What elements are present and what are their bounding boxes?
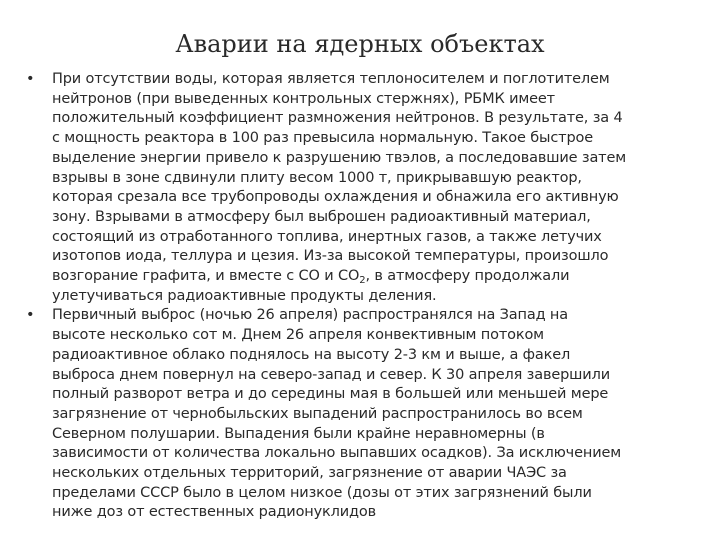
text-line: Первичный выброс (ночью 26 апреля) распространялся на Запад на: [52, 307, 568, 324]
text-line: нескольких отдельных территорий, загрязнение от аварии ЧАЭС за: [52, 465, 567, 482]
text-before-subscript: возгорание графита, и вместе с СО и СО: [52, 268, 360, 285]
text-line: высоте несколько сот м. Днем 26 апреля конвективным потоком: [52, 327, 544, 344]
text-line: с мощность реактора в 100 раз превысила нормальную. Такое быстрое: [52, 130, 594, 147]
text-line-with-subscript: [52, 267, 702, 287]
text-line: положительный коэффициент размножения нейтронов. В результате, за 4: [52, 110, 623, 127]
slide-title: Аварии на ядерных объектах: [175, 30, 545, 58]
text-line: состоящий из отработанного топлива, инертных газов, а также летучих: [52, 228, 602, 245]
text-line: Северном полушарии. Выпадения были крайне неравномерны (в: [52, 425, 545, 442]
text-line: пределами СССР было в целом низкое (дозы от этих загрязнений были: [52, 484, 592, 501]
bullet-icon: •: [26, 307, 35, 324]
text-line: зависимости от количества локально выпавших осадков). За исключением: [52, 445, 622, 462]
bullet-icon: •: [26, 71, 35, 87]
text-after-subscript: , в атмосферу продолжали: [365, 268, 570, 285]
text-line: радиоактивное облако поднялось на высоту 2-3 км и выше, а факел: [52, 346, 571, 363]
text-line: изотопов иода, теллура и цезия. Из-за высокой температуры, произошло: [52, 248, 609, 265]
text-line: ниже доз от естественных радионуклидов: [52, 504, 377, 521]
text-line: улетучиваться радиоактивные продукты деления.: [52, 287, 437, 304]
text-line: взрывы в зоне сдвинули плиту весом 1000 т, прикрывавшую реактор,: [52, 169, 582, 186]
text-line: полный разворот ветра и до середины мая в большей или меньшей мере: [52, 386, 609, 403]
text-line: выброса днем повернул на северо-запад и север. К 30 апреля завершили: [52, 366, 610, 383]
text-line: нейтронов (при выведенных контрольных стержнях), РБМК имеет: [52, 90, 555, 107]
bullet-item-primary-release: [26, 306, 702, 523]
text-line: которая срезала все трубопроводы охлаждения и обнажила его активную: [52, 189, 619, 206]
bullet-item-accident-cause: [26, 70, 702, 306]
text-line: При отсутствии воды, которая является теплоносителем и поглотителем: [52, 71, 610, 87]
co2-subscript: 2: [359, 275, 366, 287]
text-line: загрязнение от чернобыльских выпадений распространилось во всем: [52, 405, 583, 422]
bullet-list: [26, 70, 702, 523]
text-line: зону. Взрывами в атмосферу был выброшен радиоактивный материал,: [52, 208, 591, 225]
text-line: выделение энергии привело к разрушению твэлов, а последовавшие затем: [52, 149, 627, 166]
